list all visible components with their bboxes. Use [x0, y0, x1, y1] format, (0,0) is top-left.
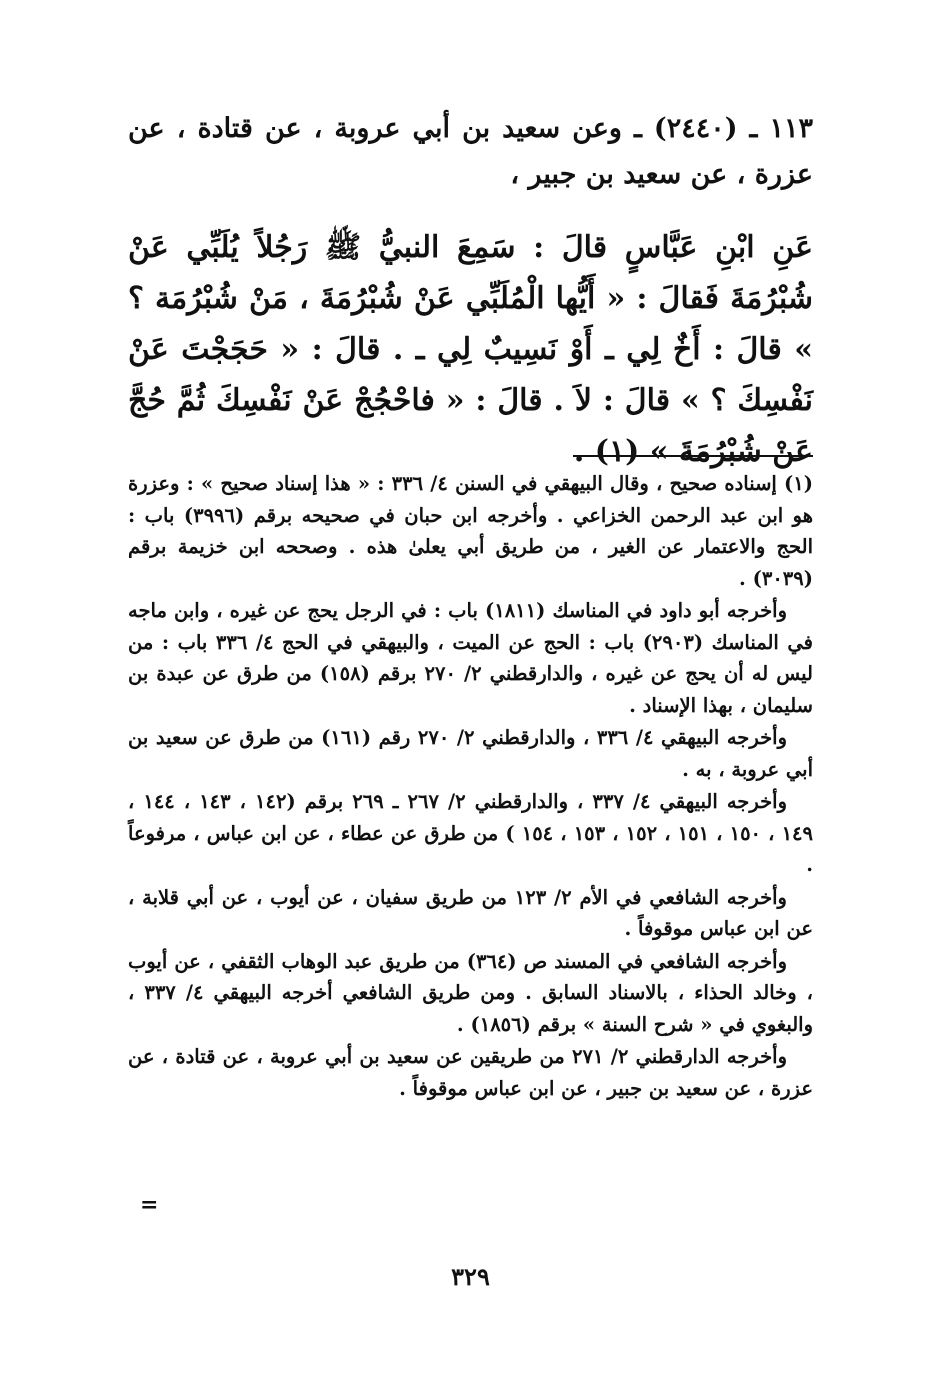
footnotes	[128, 468, 813, 1105]
hadith-intro: عَنِ ابْنِ عَبَّاسٍ قالَ : سَمِعَ النبيُّ ﷺ رَجُلاً يُلَبِّي عَنْ شُبْرُمَةَ فَقالَ :	[128, 230, 814, 316]
continuation-mark: =	[140, 1192, 159, 1218]
footnote-paragraph: وأخرجه أبو داود في المناسك (١٨١١) باب : في الرجل يحج عن غيره ، وابن ماجه في المناسك (٢٩٠٣) باب : الحج عن الميت ، والبيهقي في الحج ٤/ ٣٣٦ باب : من ليس له أن يحج عن غيره ، والدارقطني ٢/ ٢٧٠ برقم (١٥٨) من طرق عن عبدة بن سليمان ، بهذا الإسناد .	[128, 599, 813, 717]
hadith-part-3: قالَ : لاَ . قالَ :	[475, 383, 671, 418]
footnote-paragraph: وأخرجه البيهقي ٤/ ٣٣٦ ، والدارقطني ٢/ ٢٧٠ رقم (١٦١) من طرق عن سعيد بن أبي عروبة ، به .	[128, 726, 813, 781]
footnote-paragraph: وأخرجه الدارقطني ٢/ ٢٧١ من طريقين عن سعيد بن أبي عروبة ، عن قتادة ، عن عزرة ، عن سعيد بن جبير ، عن ابن عباس موقوفاً .	[128, 1045, 813, 1100]
footnote-paragraph: وأخرجه الشافعي في المسند ص (٣٦٤) من طريق عبد الوهاب الثقفي ، عن أيوب ، وخالد الحذاء ، بالاسناد السابق . ومن طريق الشافعي أخرجه البيهقي ٤/ ٣٣٧ ، والبغوي في « شرح السنة » برقم (١٨٥٦) .	[128, 949, 813, 1036]
footnote-reference: (١) .	[573, 434, 640, 469]
hadith-quote-2: « حَجَجْتَ عَنْ نَفْسِكَ ؟ »	[128, 332, 813, 418]
footnote-divider	[573, 455, 813, 457]
footnote-paragraph: (١) إسناده صحيح ، وقال البيهقي في السنن ٤/ ٣٣٦ : « هذا إسناد صحيح » : وعزرة هو ابن عبد الرحمن الخزاعي . وأخرجه ابن حبان في صحيحه برقم (٣٩٩٦) باب : الحج والاعتمار عن الغير ، من طريق أبي يعلىٰ هذه . وصححه ابن خزيمة برقم (٣٠٣٩) .	[128, 472, 814, 590]
hadith-quote-1: « أَيُّها الْمُلَبِّي عَنْ شُبْرُمَةَ ، مَنْ شُبْرُمَة ؟ »	[128, 281, 814, 367]
page-number: ٣٢٩	[451, 1262, 490, 1291]
hadith-quote-3: « فاحْجُجْ عَنْ نَفْسِكَ ثُمَّ حُجَّ عَنْ شُبْرُمَةَ »	[128, 383, 813, 469]
footnote-paragraph: وأخرجه البيهقي ٤/ ٣٣٧ ، والدارقطني ٢/ ٢٦٧ ـ ٢٦٩ برقم (١٤٢ ، ١٤٣ ، ١٤٤ ، ١٤٩ ، ١٥٠ ، ١٥١ ، ١٥٢ ، ١٥٣ ، ١٥٤ ) من طرق عن عطاء ، عن ابن عباس ، مرفوعاً .	[128, 790, 813, 876]
hadith-isnad-heading: ١١٣ ـ (٢٤٤٠) ـ وعن سعيد بن أبي عروبة ، عن قتادة ، عن عزرة ، عن سعيد بن جبير ،	[128, 113, 813, 190]
footnote-paragraph: وأخرجه الشافعي في الأم ٢/ ١٢٣ من طريق سفيان ، عن أيوب ، عن أبي قلابة ، عن ابن عباس موقوفاً .	[128, 885, 813, 940]
hadith-part-2: قالَ : أَخٌ لِي ـ أَوْ نَسِيبٌ لِي ـ . قالَ :	[311, 332, 782, 367]
hadith-text	[128, 222, 813, 477]
book-page	[128, 0, 813, 1380]
